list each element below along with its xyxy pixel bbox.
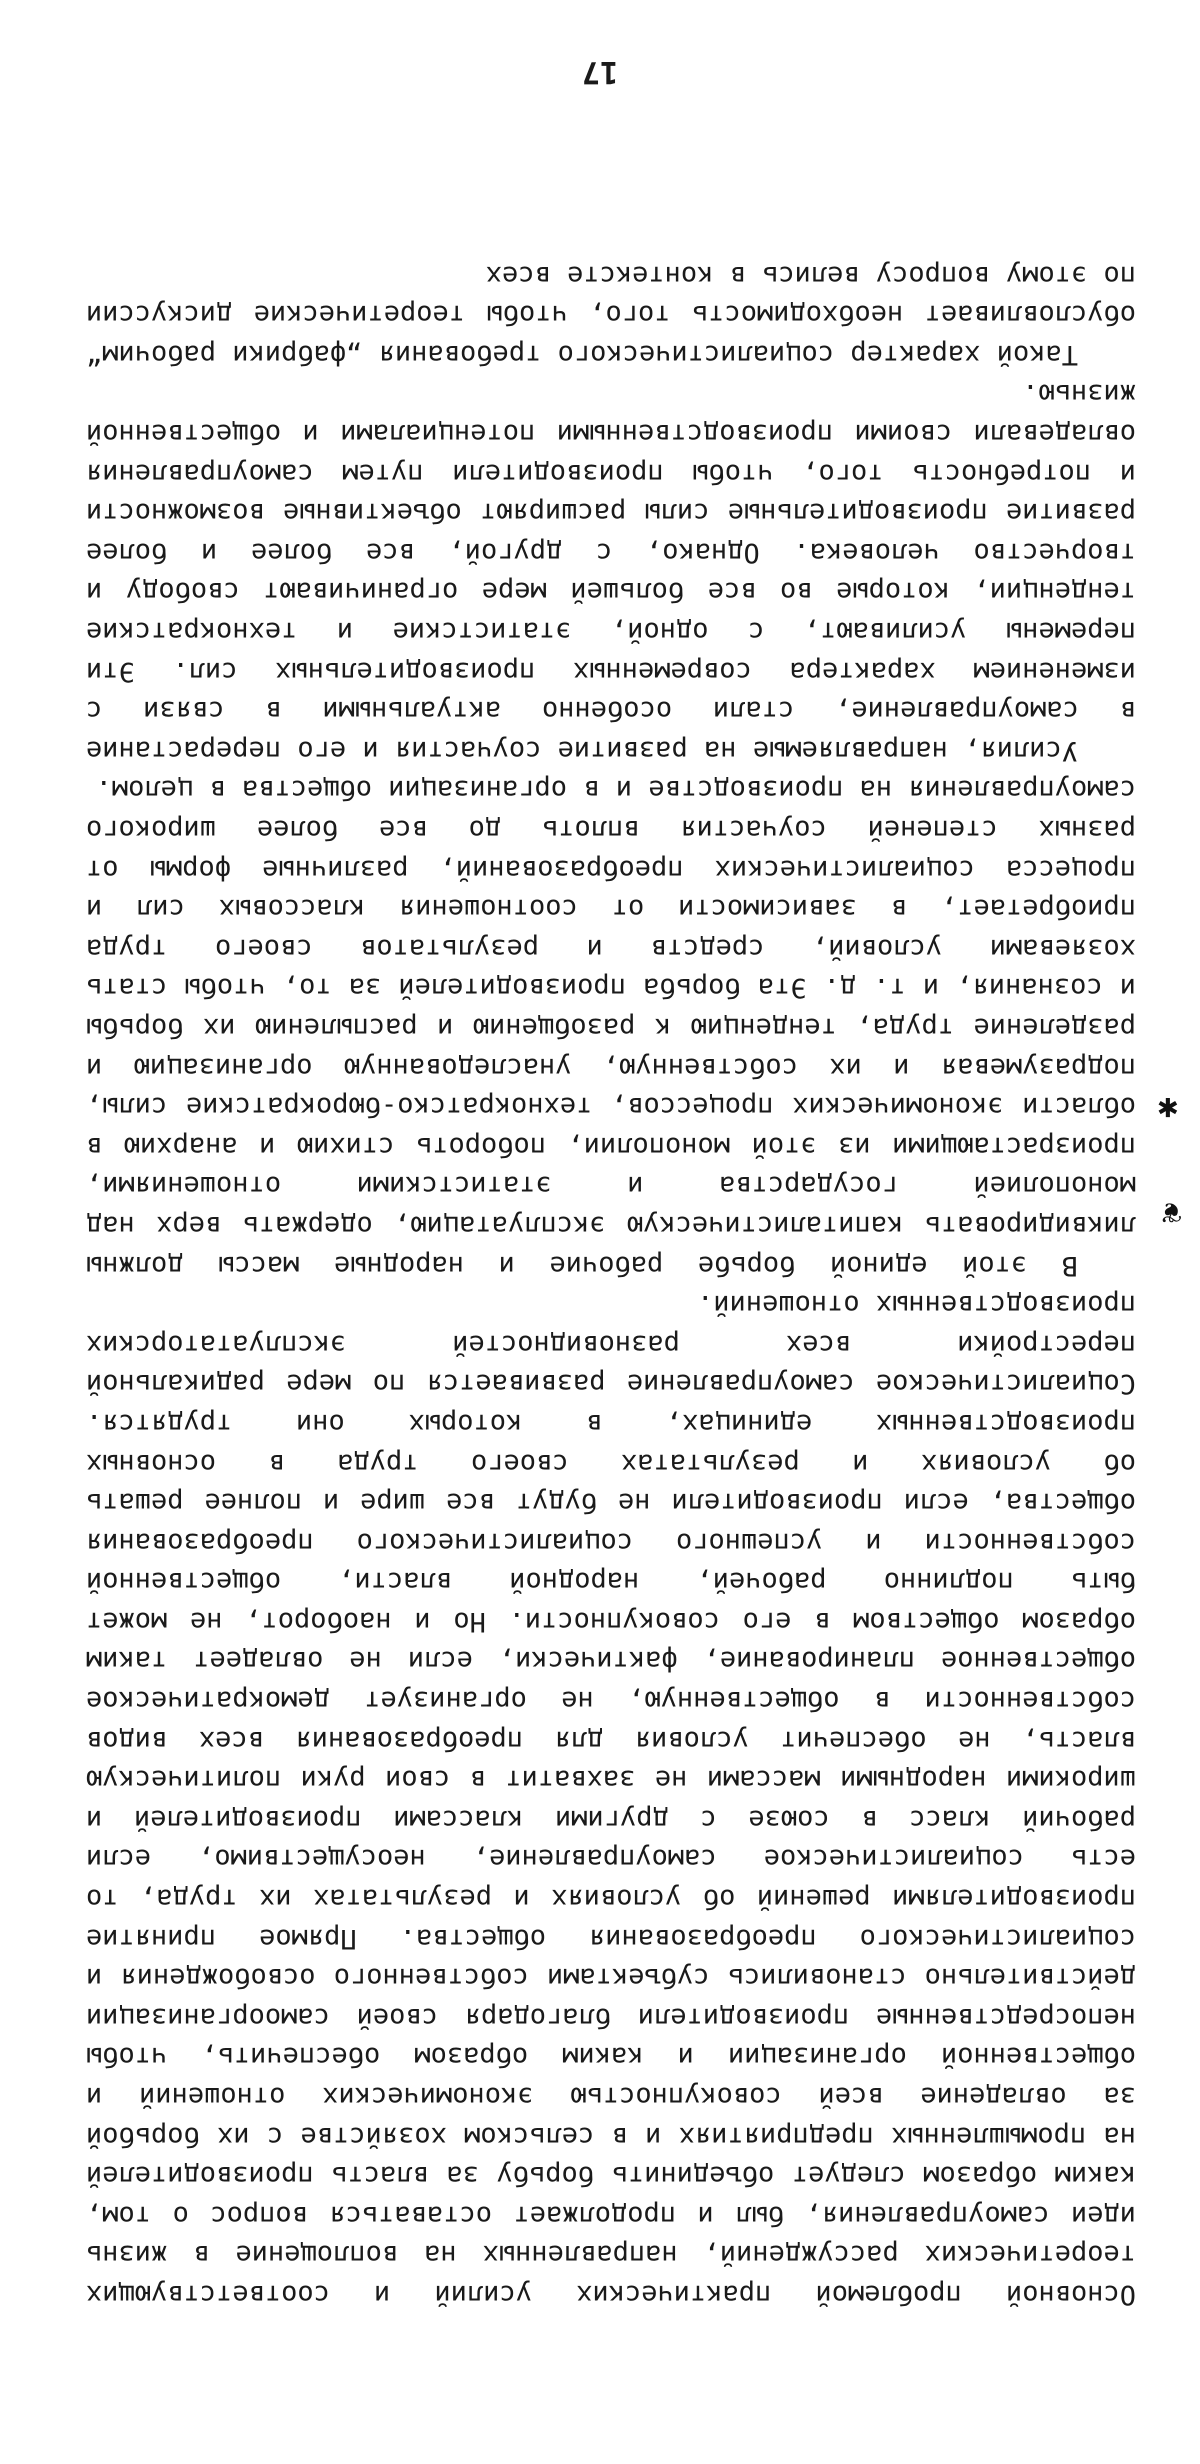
margin-mark-flourish: ❦ bbox=[1161, 1194, 1182, 1234]
paragraph-4: Такой характер социалистического требования „фабрики рабочим“ обусловливает необходимость того, чтобы теоретические дискуссии по этому вопросу велись в контексте всех bbox=[86, 259, 1136, 370]
paragraph-2: В этой единой борьбе рабочие и народные массы должны ликвидировать капиталистическую эксплуатацию, одержать верх над монополией государства и этатистскими отношениями, произрастающими из этой монополии, побороть стихию и анархию в области экономических процессов, технократско-бюрократские силы, подразумевая и их собственную, унаследованную организацию и разделение труда, тенденцию к разобщению и распылению их борьбы и сознания, и т. д. Эта борьба производителей за то, чтобы стать хозяевами условий, средств и результатов своего труда приобретает, в зависимости от соотношения классовых сил и процесса социалистических преобразований, различные формы от разных степеней соучастия вплоть до все более широкого самоуправления на производстве и в организации общества в целом. bbox=[86, 774, 1136, 1281]
body-text bbox=[86, 255, 1136, 2314]
page-number: 17 bbox=[581, 54, 619, 89]
paragraph-1: Основной проблемой практических усилий и соответствующих теоретических рассуждений, направленных на воплощение в жизнь идеи самоуправления, был и продолжает оставаться вопрос о том, каким образом следует объединить борьбу за власть производителей на промышленных предприятиях и в сельском хозяйстве с их борьбой за овладение всей совокупностью экономических отношений и общественной организации и каким образом обеспечить, чтобы непосредственные производители благодаря своей самоорганизации действительно становились субъектами собственного освобождения и социалистического преобразования общества. Прямое принятие производителями решений об условиях и результатах их труда, то есть социалистическое самоуправление, неосуществимо, если рабочий класс в союзе с другими классами производителей и широкими народными массами не захватит в свои руки политическую власть, не обеспечит условия для преобразования всех видов собственности в общественную, не организует демократическое общественное планирование, фактически, если не овладеет таким образом обществом в его совокупности. Но и наоборот, не может быть подлинно рабочей, народной власти, общественной собственности и успешного социалистического преобразования общества, если производители не будут все шире и полнее решать об условиях и результатах своего труда в основных производственных единицах, в которых они трудятся. Социалистическое самоуправление развивается по мере радикальной перестройки всех разновидностей эксплуататорских производственных отношений. bbox=[86, 1289, 1136, 2310]
margin-mark-star: ✱ bbox=[1157, 1089, 1178, 1129]
paragraph-3: Усилия, направляемые на развитие соучастия и его перерастание в самоуправление, стали особенно актуальными в связи с изменением характера современных производительных сил. Эти перемены усиливают, с одной, этатистские и технократские тенденции, которые во все большей мере ограничивают свободу и творчество человека. Однако, с другой, все более и более развитие производительные силы расширяют объективные возможности и потребность того, чтобы производители путем самоуправления овладевали своими производственными потенциалами и общественной жизнью. bbox=[86, 378, 1136, 766]
